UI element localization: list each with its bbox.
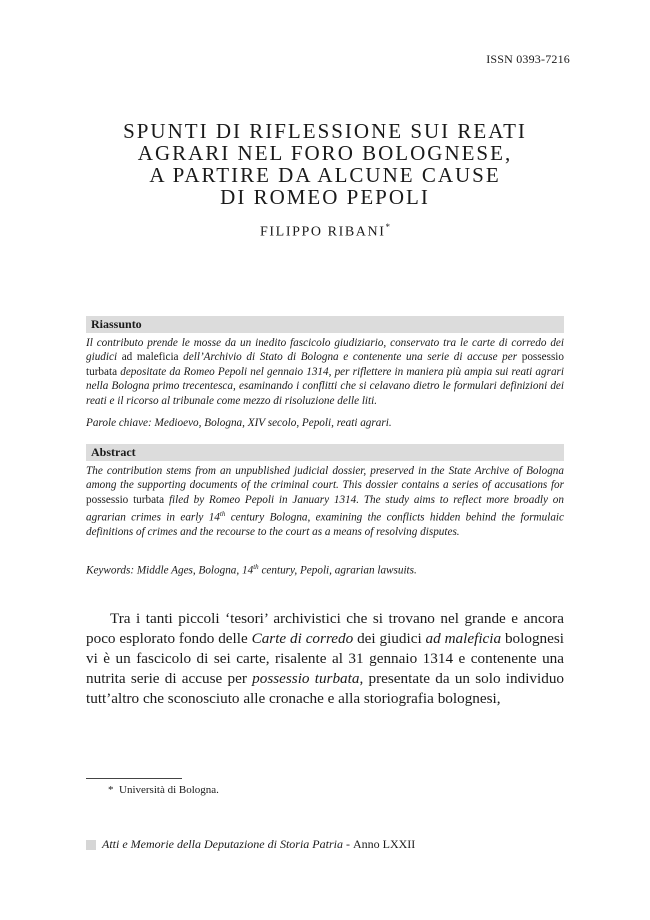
riassunto-text-part: ad maleficia (121, 351, 179, 364)
footnote-mark: * (108, 784, 114, 796)
body-text-part: possessio turbata (252, 670, 360, 687)
abstract-text-part: possessio turbata (86, 493, 165, 506)
footer-square-icon (86, 840, 96, 850)
riassunto-text-part: depositate da Romeo Pepoli nel gennaio 1314, per riflettere in maniera più ampia sui reati agrari nella Bologna primo trecentesca, esaminando i conflitti che si celavano dietro le formulari definizioni dei reati e il ricorso al tribunale come mezzo di risoluzione delle liti. (86, 365, 565, 407)
title-line: A PARTIRE DA ALCUNE CAUSE (149, 163, 501, 187)
abstract-heading (86, 444, 564, 461)
keywords-sup: th (253, 563, 259, 571)
issn: ISSN 0393-7216 (486, 52, 570, 66)
abstract-text-part: The contribution stems from an unpublished judicial dossier, preserved in the State Archive of Bologna among the supporting documents of the criminal court. This dossier contains a series of accusations for (86, 465, 564, 492)
body-paragraph (86, 609, 564, 709)
abstract-text-part: filed by Romeo Pepoli in January 1314. The study aims to reflect more broadly on agrarian crimes in early 14 (86, 493, 564, 524)
article-title (60, 120, 590, 208)
body-text-part: Tra i tanti piccoli ‘tesori’ archivistici che si trovano nel grande e ancora poco esplorato fondo delle (86, 610, 564, 647)
title-line: DI ROMEO PEPOLI (220, 185, 430, 209)
footnote (108, 784, 219, 796)
riassunto-text-part: Il contributo prende le mosse da un inedito fascicolo giudiziario, conservato tra le carte di corredo dei giudici (86, 337, 564, 364)
body-text-part: , presentate da un solo individuo tutt’altro che sconosciuto alle cronache e alla storiografia bolognesi, (86, 670, 565, 707)
keywords-part: Keywords: Middle Ages, Bologna, 14 (86, 564, 254, 577)
keywords-part: century, Pepoli, agrarian lawsuits. (261, 564, 417, 577)
footnote-divider (86, 778, 182, 779)
abstract-text (86, 464, 564, 540)
journal-footer (86, 837, 415, 852)
riassunto-heading-label: Riassunto (91, 317, 142, 331)
author (60, 222, 590, 241)
author-footnote-mark[interactable]: * (385, 222, 390, 232)
body-text-part: ad maleficia (425, 630, 502, 647)
riassunto-text-part: dell’Archivio di Stato di Bologna e contenente una serie di accuse per (183, 351, 518, 364)
abstract-sup: th (219, 510, 226, 519)
body-text-part: Carte di corredo (251, 630, 354, 647)
body-text-part: bolognesi vi è un fascicolo di sei carte, risalente al 31 gennaio 1314 e contenente una nutrita serie di accuse per (86, 630, 565, 687)
footer-separator: - (342, 837, 353, 851)
riassunto-heading (86, 316, 564, 333)
abstract-keywords (86, 560, 564, 578)
riassunto-keywords: Parole chiave: Medioevo, Bologna, XIV secolo, Pepoli, reati agrari. (86, 417, 392, 429)
abstract-text-part: century Bologna, examining the conflicts hidden behind the formulaic definitions of crimes and the recourse to the court as a means of resolving disputes. (86, 511, 564, 539)
riassunto-text (86, 336, 564, 408)
title-line: AGRARI NEL FORO BOLOGNESE, (137, 141, 513, 165)
footer-issue: Anno LXXII (352, 837, 416, 851)
footer-journal-name: Atti e Memorie della Deputazione di Storia Patria (102, 837, 343, 851)
riassunto-text-part: possessio turbata (86, 351, 565, 378)
abstract-heading-label: Abstract (91, 445, 136, 459)
author-name: FILIPPO RIBANI (260, 224, 386, 240)
title-line: SPUNTI DI RIFLESSIONE SUI REATI (123, 119, 527, 143)
footnote-text: Università di Bologna. (119, 784, 219, 796)
body-text-part: dei giudici (357, 630, 422, 647)
